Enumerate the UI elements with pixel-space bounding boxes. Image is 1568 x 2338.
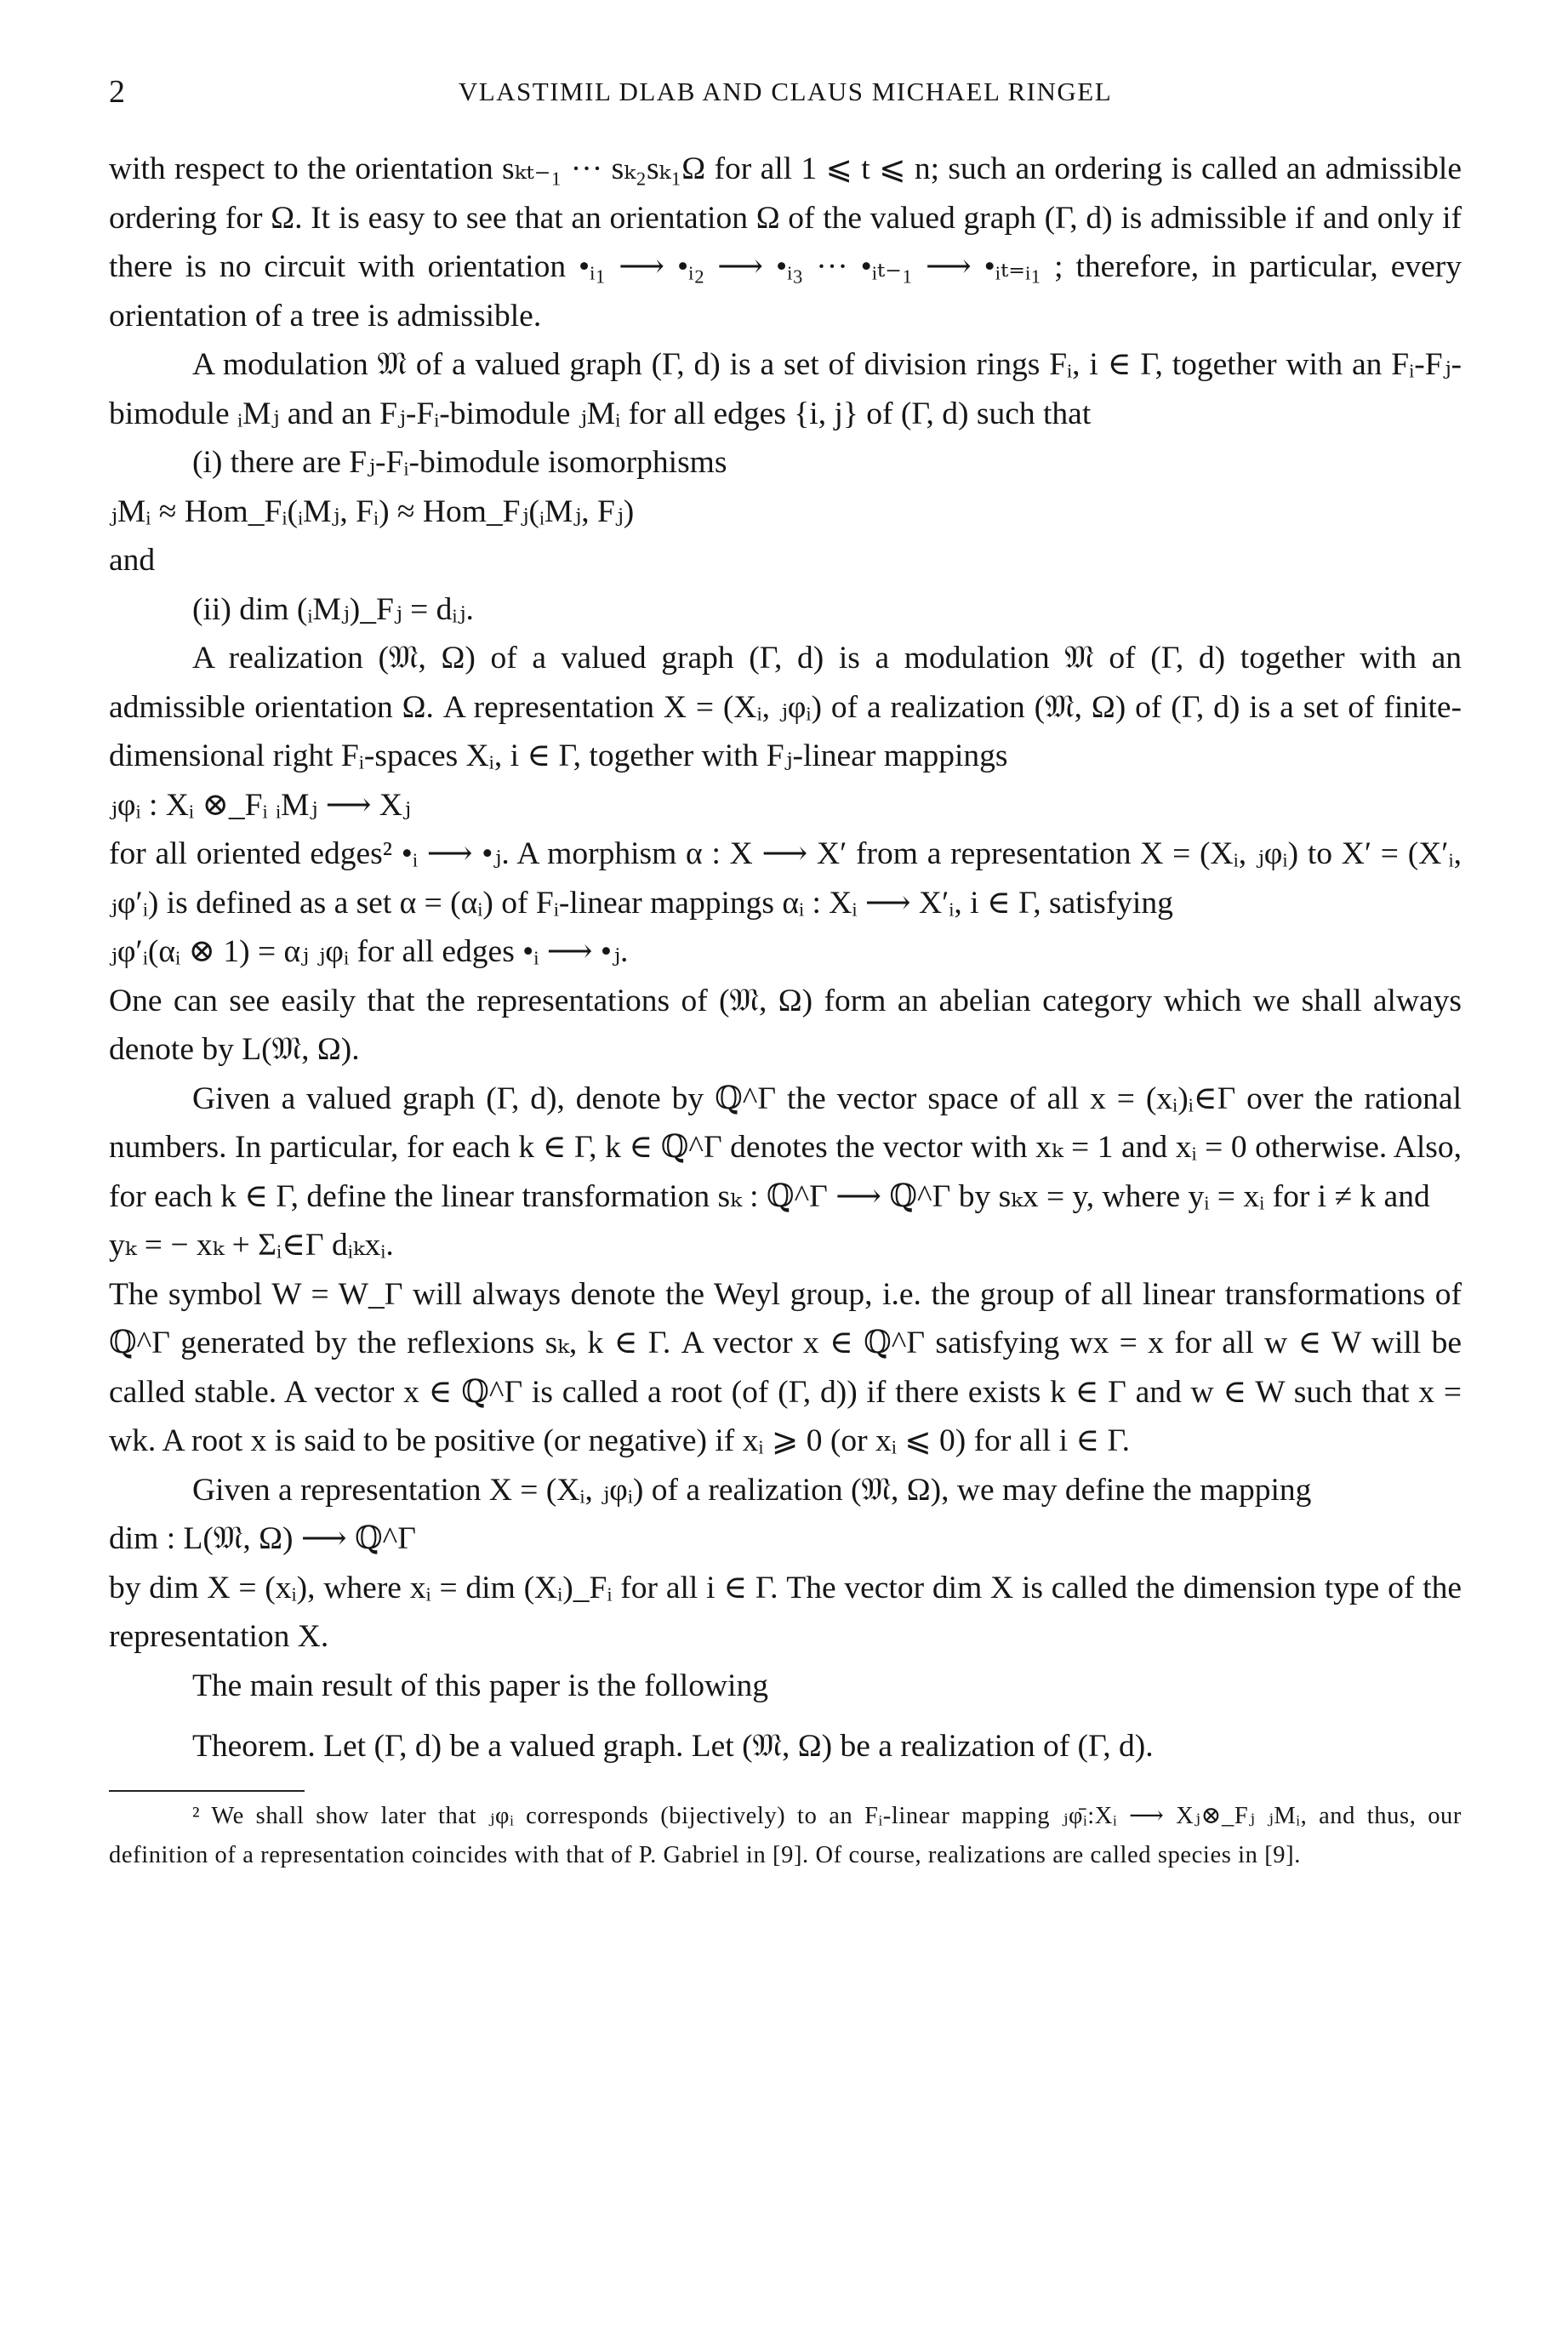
- paragraph-modulation: A modulation 𝔐 of a valued graph (Γ, d) is a set of division rings Fᵢ, i ∈ Γ, together with an Fᵢ-Fⱼ-bimodule ᵢMⱼ and an Fⱼ-Fᵢ-bimodule ⱼMᵢ for all edges {i, j} of (Γ, d) such that: [109, 347, 1462, 431]
- page-body: [109, 145, 1462, 1875]
- display-dim-map: dim : L(𝔐, Ω) ⟶ ℚ^Γ: [109, 1521, 416, 1556]
- paragraph-admissible-ordering: with respect to the orientation sₖₜ₋₁ ··· sₖ₂sₖ₁Ω for all 1 ⩽ t ⩽ n; such an ordering is called an admissible ordering for Ω. It is easy to see that an orientation Ω of the valued graph (Γ, d) is admissible if and only if there is no circuit with orientation •ᵢ₁ ⟶ •ᵢ₂ ⟶ •ᵢ₃ ··· •ᵢₜ₋₁ ⟶ •ᵢₜ₌ᵢ₁ ; therefore, in particular, every orientation of a tree is admissible.: [109, 151, 1462, 334]
- paragraph-dimension-mapping: Given a representation X = (Xᵢ, ⱼφᵢ) of a realization (𝔐, Ω), we may define the mapping: [192, 1472, 1312, 1508]
- theorem-statement: Theorem. Let (Γ, d) be a valued graph. Let (𝔐, Ω) be a realization of (Γ, d).: [192, 1729, 1154, 1764]
- footnote-2: ² We shall show later that ⱼφᵢ corresponds (bijectively) to an Fᵢ-linear mapping ⱼφ̄ᵢ:Xᵢ ⟶ Xⱼ⊗_Fⱼ ⱼMᵢ, and thus, our definition of a representation coincides with that of P. Gabriel in [9]. Of course, realizations are called species in [9].: [109, 1802, 1462, 1868]
- condition-ii: (ii) dim (ᵢMⱼ)_Fⱼ = dᵢⱼ.: [192, 591, 474, 627]
- running-header: [109, 73, 1462, 114]
- text-and: and: [109, 543, 156, 578]
- paragraph-dimension-type: by dim X = (xᵢ), where xᵢ = dim (Xᵢ)_Fᵢ for all i ∈ Γ. The vector dim X is called the dimension type of the representation X.: [109, 1570, 1462, 1654]
- condition-i: (i) there are Fⱼ-Fᵢ-bimodule isomorphisms: [192, 445, 727, 480]
- footnote-rule: [109, 1790, 305, 1792]
- paragraph-weyl-group: The symbol W = W_Γ will always denote the Weyl group, i.e. the group of all linear transformations of ℚ^Γ generated by the reflexions sₖ, k ∈ Γ. A vector x ∈ ℚ^Γ satisfying wx = x for all w ∈ W will be called stable. A vector x ∈ ℚ^Γ is called a root (of (Γ, d)) if there exists k ∈ Γ and w ∈ W such that x = wk. A root x is said to be positive (or negative) if xᵢ ⩾ 0 (or xᵢ ⩽ 0) for all i ∈ Γ.: [109, 1276, 1462, 1458]
- paragraph-abelian-category: One can see easily that the representations of (𝔐, Ω) form an abelian category which we shall always denote by L(𝔐, Ω).: [109, 983, 1462, 1067]
- display-linear-mapping: ⱼφᵢ : Xᵢ ⊗_Fᵢ ᵢMⱼ ⟶ Xⱼ: [109, 787, 411, 823]
- paragraph-main-result: The main result of this paper is the following: [192, 1668, 768, 1703]
- display-reflection-formula: yₖ = − xₖ + Σᵢ∈Γ dᵢₖxᵢ.: [109, 1228, 394, 1263]
- running-title: VLASTIMIL DLAB AND CLAUS MICHAEL RINGEL: [458, 77, 1113, 106]
- page-number: 2: [109, 74, 125, 110]
- paragraph-vector-space: Given a valued graph (Γ, d), denote by ℚ^Γ the vector space of all x = (xᵢ)ᵢ∈Γ over the rational numbers. In particular, for each k ∈ Γ, k ∈ ℚ^Γ denotes the vector with xₖ = 1 and xᵢ = 0 otherwise. Also, for each k ∈ Γ, define the linear transformation sₖ : ℚ^Γ ⟶ ℚ^Γ by sₖx = y, where yᵢ = xᵢ for i ≠ k and: [109, 1081, 1462, 1214]
- display-morphism-condition: ⱼφ′ᵢ(αᵢ ⊗ 1) = αⱼ ⱼφᵢ for all edges •ᵢ ⟶ •ⱼ.: [109, 934, 629, 969]
- display-hom-isomorphism: ⱼMᵢ ≈ Hom_Fᵢ(ᵢMⱼ, Fᵢ) ≈ Hom_Fⱼ(ᵢMⱼ, Fⱼ): [109, 493, 635, 529]
- paragraph-morphism: for all oriented edges² •ᵢ ⟶ •ⱼ. A morphism α : X ⟶ X′ from a representation X = (Xᵢ, ⱼφᵢ) to X′ = (X′ᵢ, ⱼφ′ᵢ) is defined as a set α = (αᵢ) of Fᵢ-linear mappings αᵢ : Xᵢ ⟶ X′ᵢ, i ∈ Γ, satisfying: [109, 836, 1462, 921]
- paragraph-realization: A realization (𝔐, Ω) of a valued graph (Γ, d) is a modulation 𝔐 of (Γ, d) together with an admissible orientation Ω. A representation X = (Xᵢ, ⱼφᵢ) of a realization (𝔐, Ω) of (Γ, d) is a set of finite-dimensional right Fᵢ-spaces Xᵢ, i ∈ Γ, together with Fⱼ-linear mappings: [109, 641, 1462, 773]
